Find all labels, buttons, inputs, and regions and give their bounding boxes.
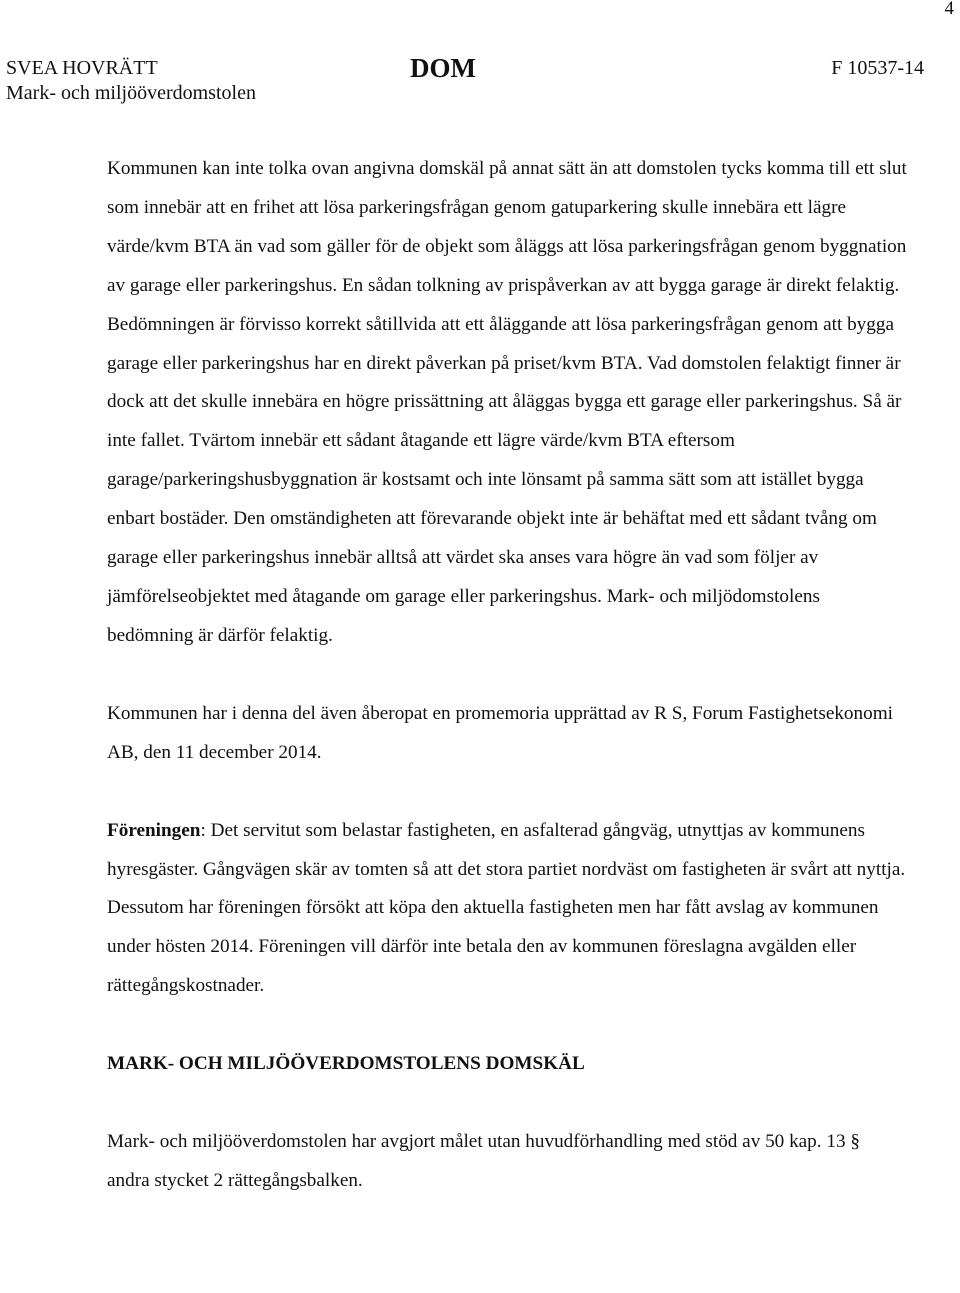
- page-number: 4: [944, 0, 954, 19]
- paragraph-association: [107, 812, 907, 1007]
- court-name: SVEA HOVRÄTT: [6, 57, 158, 79]
- paragraph-association-text: : Det servitut som belastar fastigheten, en asfalterad gångväg, utnyttjas av kommunens hyresgäster. Gångvägen skär av tomten så att det stora partiet nordväst om fastigheten är svårt att nyttja. Dessutom har föreningen försökt att köpa den aktuella fastigheten men har fått avslag av kommunen under hösten 2014. Föreningen vill därför inte betala den av kommunen föreslagna avgälden eller rättegångskostnader.: [107, 819, 906, 997]
- paragraph-memorandum: Kommunen har i denna del även åberopat en promemoria upprättad av R S, Forum Fastighetsekonomi AB, den 11 december 2014.: [107, 702, 893, 763]
- party-label: Föreningen: [107, 819, 201, 841]
- document-body: [107, 150, 907, 1201]
- court-division: Mark- och miljööverdomstolen: [6, 82, 256, 104]
- paragraph-municipality-argument: Kommunen kan inte tolka ovan angivna domskäl på annat sätt än att domstolen tycks komma till ett slut som innebär att en frihet att lösa parkeringsfrågan genom gatuparkering skulle innebära ett lägre värde/kvm BTA än vad som gäller för de objekt som åläggs att lösa parkeringsfrågan genom byggnation av garage eller parkeringshus. En sådan tolkning av prispåverkan av att bygga garage är direkt felaktig. Bedömningen är förvisso korrekt såtillvida att ett åläggande att lösa parkeringsfrågan genom att bygga garage eller parkeringshus har en direkt påverkan på priset/kvm BTA. Vad domstolen felaktigt finner är dock att det skulle innebära en högre prissättning att åläggas bygga ett garage eller parkeringshus. Så är inte fallet. Tvärtom innebär ett sådant åtagande ett lägre värde/kvm BTA eftersom garage/parkeringshusbyggnation är kostsamt och inte lönsamt på samma sätt som att istället bygga enbart bostäder. Den omständigheten att förevarande objekt inte är behäftat med ett sådant tvång om garage eller parkeringshus innebär alltså att värdet ska anses vara högre än vad som följer av jämförelseobjektet med åtagande om garage eller parkeringshus. Mark- och miljödomstolens bedömning är därför felaktig.: [107, 158, 907, 646]
- section-heading: MARK- OCH MILJÖÖVERDOMSTOLENS DOMSKÄL: [107, 1053, 585, 1075]
- document-type-title: DOM: [410, 53, 476, 83]
- case-number: F 10537-14: [831, 57, 924, 79]
- paragraph-court-decision: Mark- och miljööverdomstolen har avgjort målet utan huvudförhandling med stöd av 50 kap. 13 § andra stycket 2 rättegångsbalken.: [107, 1131, 860, 1191]
